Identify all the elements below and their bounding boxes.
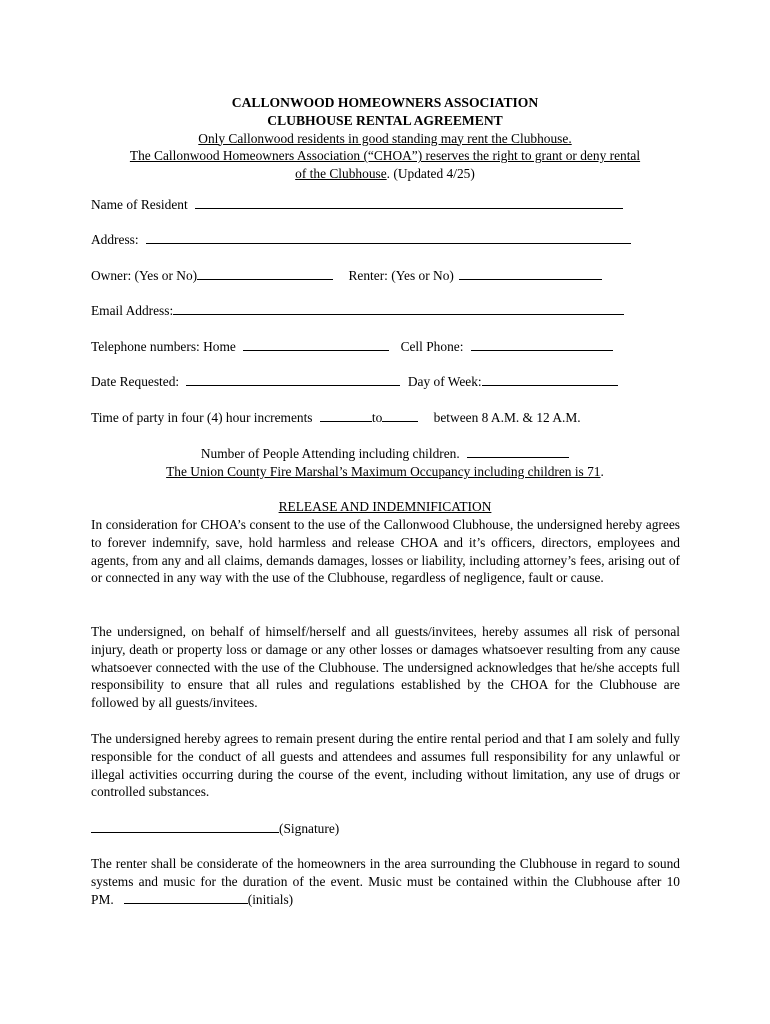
day-of-week-label: Day of Week: bbox=[407, 374, 482, 389]
home-phone-field[interactable] bbox=[243, 338, 389, 351]
owner-renter-row bbox=[91, 267, 602, 285]
time-row bbox=[91, 409, 581, 427]
time-end-field[interactable] bbox=[382, 409, 418, 422]
initials-label: (initials) bbox=[247, 891, 294, 907]
association-title: CALLONWOOD HOMEOWNERS ASSOCIATION bbox=[231, 95, 539, 110]
address-field[interactable] bbox=[146, 231, 631, 244]
address-label: Address: bbox=[91, 232, 139, 247]
agreement-title: CLUBHOUSE RENTAL AGREEMENT bbox=[267, 112, 503, 128]
rights-notice: The Callonwood Homeowners Association (“CHOA”) reserves the right to grant or deny rental bbox=[129, 148, 641, 164]
time-to-label: to bbox=[371, 410, 383, 425]
rights-notice-end bbox=[60, 165, 710, 183]
date-requested-field[interactable] bbox=[186, 373, 400, 386]
email-field[interactable] bbox=[173, 302, 624, 315]
telephone-row bbox=[91, 338, 613, 356]
rights-notice-underlined: of the Clubhouse bbox=[295, 166, 387, 182]
day-of-week-field[interactable] bbox=[482, 373, 618, 386]
release-paragraph-2-text: The undersigned, on behalf of himself/herself and all guests/invitees, hereby assumes all risk of personal injury, death or property loss or damage or any other losses or damages whatsoever resulting from any cause whatsoever connected with the use of the Clubhouse. The undersigned acknowledges that he/she accepts full responsibility to ensure that all rules and regulations established by the CHOA for the Clubhouse are followed by all guests/invitees. bbox=[91, 624, 680, 711]
date-row bbox=[91, 373, 618, 391]
occupancy-notice-end: . bbox=[600, 464, 604, 479]
attendance-label: Number of People Attending including children. bbox=[200, 446, 460, 461]
resident-name-row bbox=[91, 196, 623, 214]
resident-name-label: Name of Resident bbox=[91, 197, 188, 212]
home-phone-label: Telephone numbers: Home bbox=[91, 339, 236, 354]
signature-row bbox=[91, 820, 339, 838]
music-paragraph-text bbox=[91, 855, 680, 908]
signature-field[interactable] bbox=[91, 820, 279, 833]
initials-field[interactable] bbox=[124, 891, 248, 904]
updated-note: . (Updated 4/25) bbox=[386, 166, 475, 182]
release-paragraph-1 bbox=[91, 516, 680, 587]
resident-name-field[interactable] bbox=[195, 196, 623, 209]
address-row bbox=[91, 231, 631, 249]
occupancy-notice-text: The Union County Fire Marshal’s Maximum Occupancy including children is 71 bbox=[166, 464, 601, 479]
time-range-note: between 8 A.M. & 12 A.M. bbox=[433, 410, 581, 425]
time-start-field[interactable] bbox=[320, 409, 372, 422]
date-requested-label: Date Requested: bbox=[91, 374, 180, 389]
renter-label: Renter: (Yes or No) bbox=[348, 268, 454, 283]
release-paragraph-3-text: The undersigned hereby agrees to remain present during the entire rental period and that I am solely and fully responsible for the conduct of all guests and attendees and assumes full responsibility for any unlawful or illegal activities occurring during the course of the event, including without limitation, any use of drugs or controlled substances. bbox=[91, 731, 680, 800]
email-label: Email Address: bbox=[91, 303, 174, 318]
time-label: Time of party in four (4) hour increments bbox=[91, 410, 313, 425]
signature-label: (Signature) bbox=[279, 821, 340, 836]
owner-label: Owner: (Yes or No) bbox=[91, 268, 198, 283]
owner-field[interactable] bbox=[197, 267, 333, 280]
eligibility-notice: Only Callonwood residents in good standing may rent the Clubhouse. bbox=[198, 130, 572, 146]
music-paragraph bbox=[91, 855, 680, 908]
occupancy-notice bbox=[60, 463, 710, 481]
attendance-field[interactable] bbox=[467, 445, 569, 458]
cell-phone-label: Cell Phone: bbox=[400, 339, 464, 354]
release-paragraph-2 bbox=[91, 623, 680, 712]
cell-phone-field[interactable] bbox=[471, 338, 613, 351]
release-paragraph-3 bbox=[91, 730, 680, 801]
music-paragraph-body: The renter shall be considerate of the homeowners in the area surrounding the Clubhouse in regard to sound systems and music for the duration of the event. Music must be contained within the Clubhouse after 10 PM. bbox=[91, 856, 680, 907]
renter-field[interactable] bbox=[459, 267, 602, 280]
document-header bbox=[60, 94, 710, 183]
email-row bbox=[91, 302, 624, 320]
release-paragraph-1-text: In consideration for CHOA’s consent to the use of the Callonwood Clubhouse, the undersigned hereby agrees to forever indemnify, save, hold harmless and release CHOA and it’s officers, directors, employees and agents, from any and all claims, demands damages, losses or liability, including attorney’s fees, arising out of or connected in any way with the use of the Clubhouse, regardless of negligence, fault or cause. bbox=[91, 517, 680, 586]
attendance-row bbox=[60, 445, 710, 463]
release-heading: RELEASE AND INDEMNIFICATION bbox=[278, 499, 492, 514]
